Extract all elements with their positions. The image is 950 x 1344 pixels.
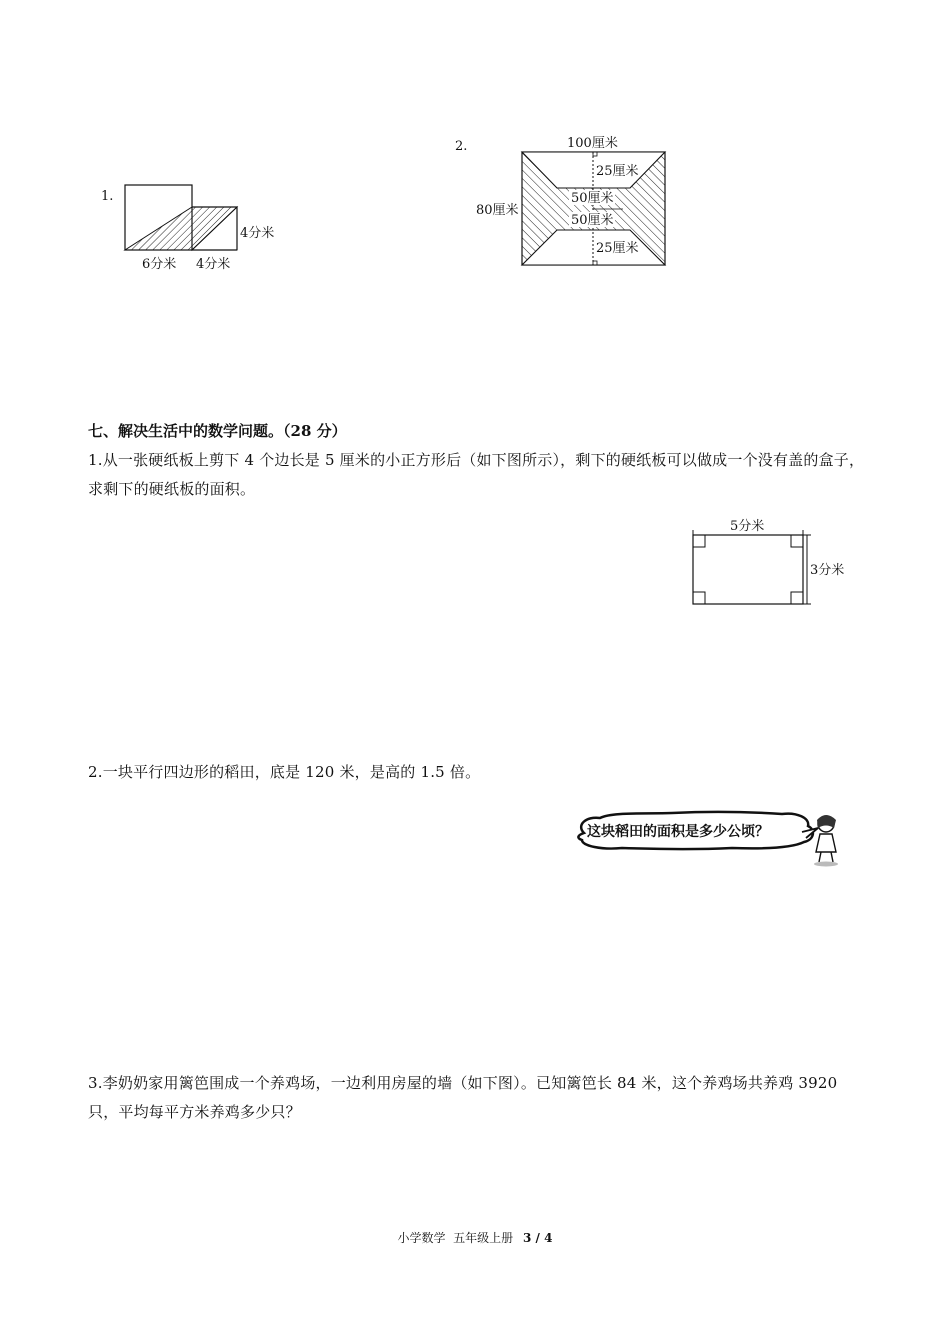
problem-1-cardboard-figure [680,512,860,612]
figure-1-height-label: 4分米 [240,226,275,241]
corner-square-top-left [693,535,705,547]
problem-1-height-label: 3分米 [810,563,845,578]
figure-2-lower-gap-label: 25厘米 [596,241,639,256]
section-7-title: 七、解决生活中的数学问题。（28 分） [88,422,347,440]
figure-1-number: 1. [101,189,114,204]
problem-1-width-label: 5分米 [730,519,765,534]
figure-1-composite-shape [95,180,295,275]
figure-1-base-right-label: 4分米 [196,257,231,272]
figure-2-middle-upper-label: 50厘米 [571,191,614,206]
figure-2-composite-shape [450,132,680,272]
figure-2-middle-lower-label: 50厘米 [571,213,614,228]
corner-square-bottom-left [693,592,705,604]
page-footer [0,1229,950,1246]
figure-1-base-left-label: 6分米 [142,257,177,272]
girl-icon [814,815,838,867]
problem-2-bubble-text: 这块稻田的面积是多少公顷？ [587,824,769,840]
figure-1-shaded-triangle [125,207,192,250]
corner-square-bottom-right [791,592,803,604]
problem-2-text: 2.一块平行四边形的稻田，底是 120 米，是高的 1.5 倍。 [88,763,481,781]
figure-2-top-label: 100厘米 [567,136,618,151]
figure-2-number: 2. [455,139,468,154]
footer-subject: 小学数学 五年级上册 [397,1231,514,1245]
problem-1-text: 1.从一张硬纸板上剪下 4 个边长是 5 厘米的小正方形后（如下图所示），剩下的硬纸板可以做成一个没有盖的盒子，求剩下的硬纸板的面积。 [88,451,865,498]
figure-2-left-label: 80厘米 [476,203,519,218]
footer-page-number: 3 / 4 [523,1231,553,1245]
problem-1-cardboard-rectangle [693,535,803,604]
corner-square-top-right [791,535,803,547]
figure-2-upper-gap-label: 25厘米 [596,164,639,179]
problem-3-text: 3.李奶奶家用篱笆围成一个养鸡场，一边利用房屋的墙（如下图）。已知篱笆长 84 米，这个养鸡场共养鸡 3920 只，平均每平方米养鸡多少只？ [88,1074,838,1121]
